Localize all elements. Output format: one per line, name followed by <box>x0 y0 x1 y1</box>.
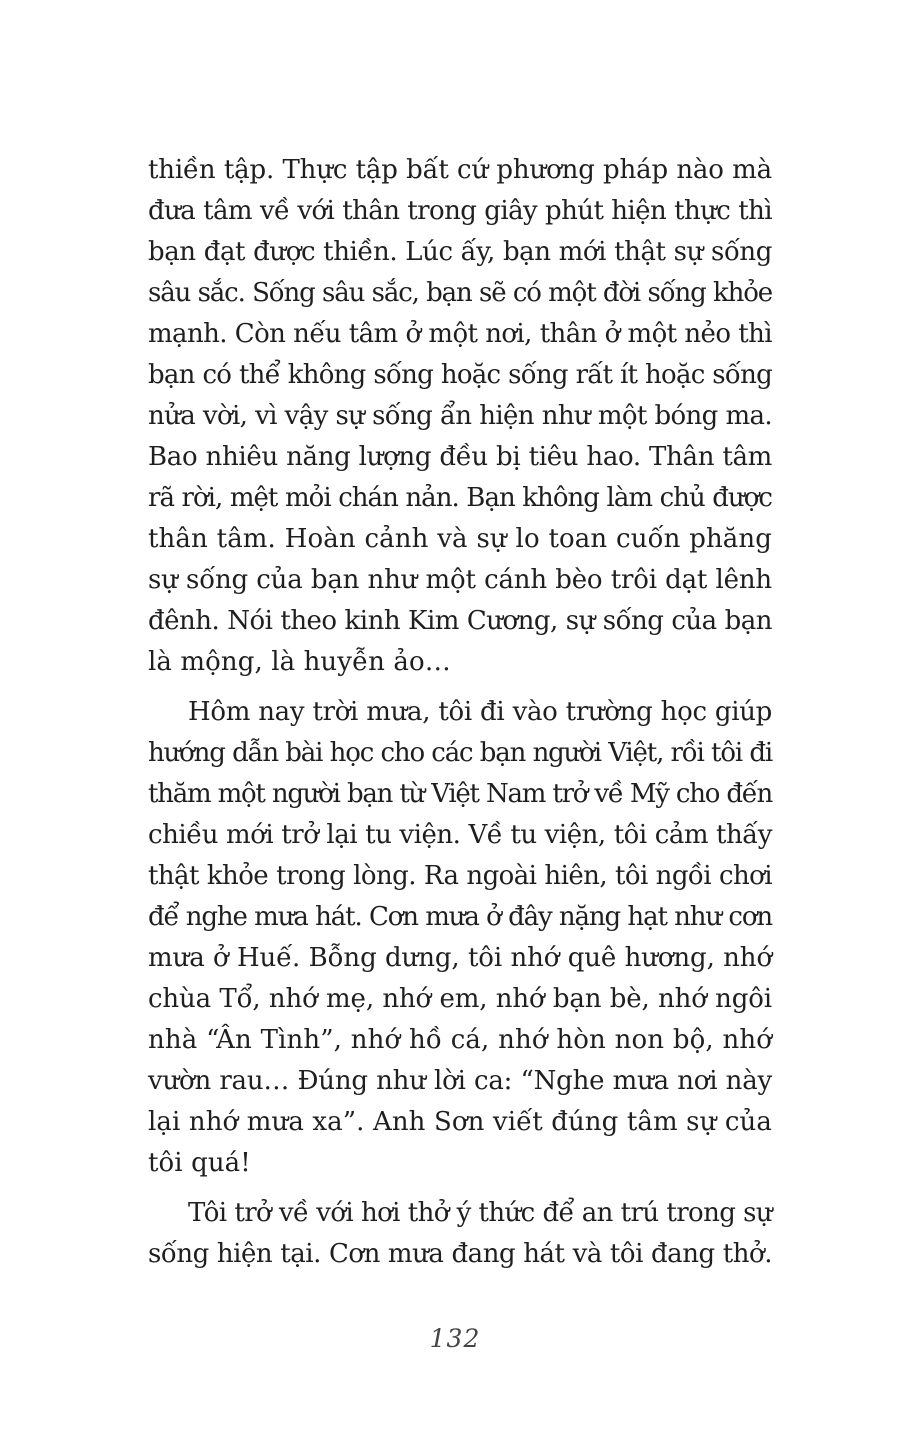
text-line: đênh. Nói theo kinh Kim Cương, sự sống của bạn <box>148 606 772 636</box>
text-line: mạnh. Còn nếu tâm ở một nơi, thân ở một nẻo thì <box>148 319 772 349</box>
page-number: 132 <box>429 1324 481 1353</box>
text-line: Bao nhiêu năng lượng đều bị tiêu hao. Thân tâm <box>148 442 772 472</box>
text-line: hướng dẫn bài học cho các bạn người Việt, rồi tôi đi <box>148 738 772 768</box>
text-line: rã rời, mệt mỏi chán nản. Bạn không làm chủ được <box>148 483 772 513</box>
text-line: thật khỏe trong lòng. Ra ngoài hiên, tôi ngồi chơi <box>148 861 772 891</box>
text-line: bạn có thể không sống hoặc sống rất ít hoặc sống <box>148 360 772 390</box>
text-line: Tôi trở về với hơi thở ý thức để an trú trong sự <box>188 1198 772 1228</box>
paragraph-1 <box>148 150 772 683</box>
text-line: lại nhớ mưa xa”. Anh Sơn viết đúng tâm sự của <box>148 1107 772 1137</box>
text-line: đưa tâm về với thân trong giây phút hiện thực thì <box>148 196 772 226</box>
text-line: bạn đạt được thiền. Lúc ấy, bạn mới thật sự sống <box>148 237 772 267</box>
text-line: chiều mới trở lại tu viện. Về tu viện, tôi cảm thấy <box>148 820 772 850</box>
text-line: mưa ở Huế. Bỗng dưng, tôi nhớ quê hương, nhớ <box>148 943 772 973</box>
text-line: tôi quá! <box>148 1148 251 1178</box>
text-line: thăm một người bạn từ Việt Nam trở về Mỹ cho đến <box>148 779 772 809</box>
text-line: Hôm nay trời mưa, tôi đi vào trường học giúp <box>188 697 772 727</box>
text-line: nửa vời, vì vậy sự sống ẩn hiện như một bóng ma. <box>148 401 772 431</box>
text-line: thiền tập. Thực tập bất cứ phương pháp nào mà <box>148 155 772 185</box>
text-line: là mộng, là huyễn ảo… <box>148 647 451 677</box>
text-line: sự sống của bạn như một cánh bèo trôi dạt lênh <box>148 565 772 595</box>
paragraph-3 <box>148 1193 772 1275</box>
text-line: sâu sắc. Sống sâu sắc, bạn sẽ có một đời sống khỏe <box>148 278 772 308</box>
text-line: sống hiện tại. Cơn mưa đang hát và tôi đang thở. <box>148 1239 772 1269</box>
paragraph-2 <box>148 692 772 1184</box>
text-line: để nghe mưa hát. Cơn mưa ở đây nặng hạt như cơn <box>148 902 772 932</box>
text-line: nhà “Ân Tình”, nhớ hồ cá, nhớ hòn non bộ, nhớ <box>148 1025 772 1055</box>
text-line: thân tâm. Hoàn cảnh và sự lo toan cuốn phăng <box>148 524 772 554</box>
text-line: chùa Tổ, nhớ mẹ, nhớ em, nhớ bạn bè, nhớ ngôi <box>148 984 772 1014</box>
text-line: vườn rau… Đúng như lời ca: “Nghe mưa nơi này <box>148 1066 772 1096</box>
body-text <box>148 150 772 1275</box>
